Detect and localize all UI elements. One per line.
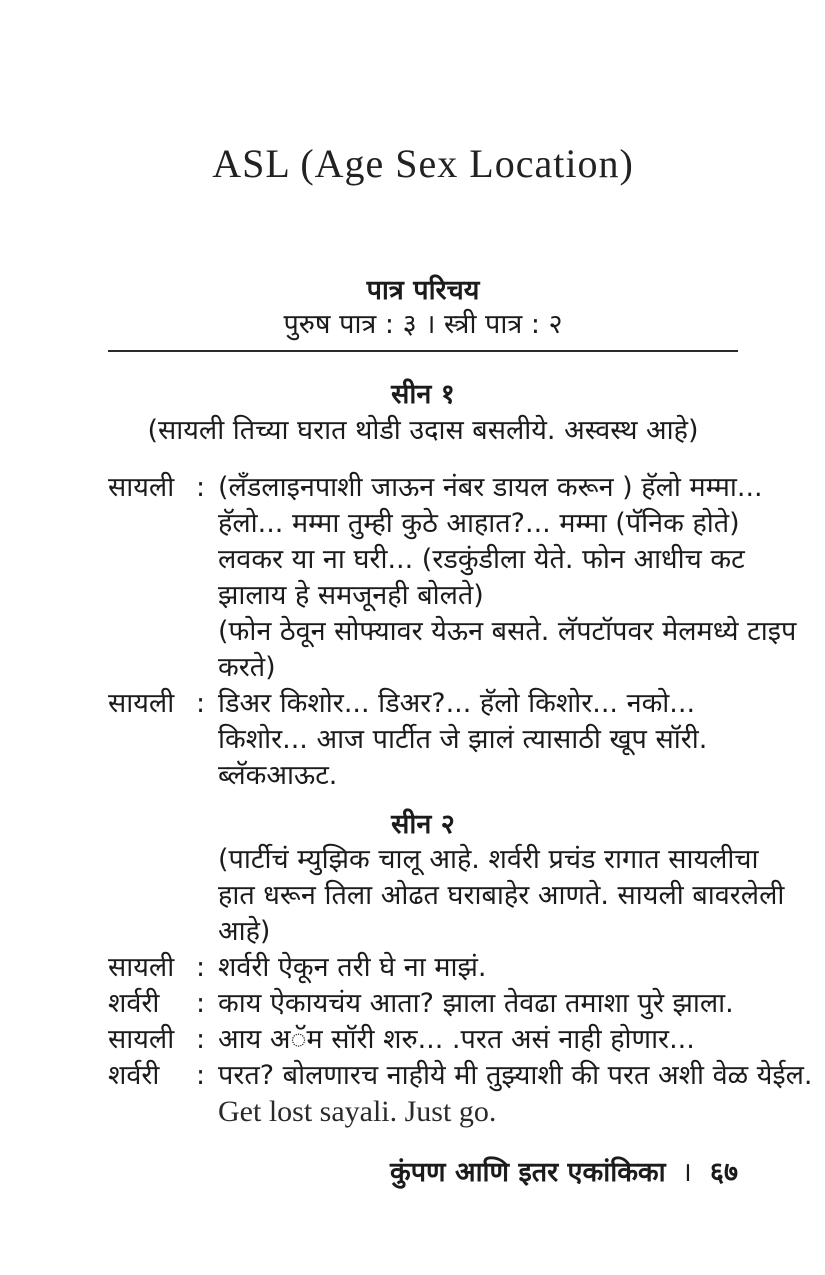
dialogue-line: हॅलो... मम्मा तुम्ही कुठे आहात?... मम्मा (पॅनिक होते) <box>218 508 740 539</box>
dialogue-line: ब्लॅकआऊट. <box>218 760 338 791</box>
dialogue-row <box>108 1022 738 1058</box>
dialogue-line: (लँडलाइनपाशी जाऊन नंबर डायल करून ) हॅलो मम्मा... <box>218 472 763 503</box>
dialogue-lines <box>218 950 738 986</box>
stage-direction-line: हात धरून तिला ओढत घराबाहेर आणते. सायली बावरलेली <box>218 880 785 911</box>
dialogue-row <box>108 950 738 986</box>
speaker-colon: : <box>196 472 206 503</box>
dialogue-line: किशोर... आज पार्टीत जे झालं त्यासाठी खूप सॉरी. <box>218 724 708 755</box>
speaker-colon: : <box>196 1024 206 1055</box>
play-title: ASL (Age Sex Location) <box>212 141 634 186</box>
dialogue-lines <box>218 470 796 686</box>
dialogue-line: परत? बोलणारच नाहीये मी तुझ्याशी की परत अशी वेळ येईल. <box>218 1060 813 1091</box>
dialogue-line: आय अॅम सॉरी शरु... .परत असं नाही होणार... <box>218 1024 695 1055</box>
scene-2-dialogues <box>108 950 813 1130</box>
stage-direction-line: (पार्टीचं म्युझिक चालू आहे. शर्वरी प्रचंड रागात सायलीचा <box>218 844 759 875</box>
dialogue-line: (फोन ठेवून सोफ्यावर येऊन बसते. लॅपटॉपवर मेलमध्ये टाइप <box>218 616 797 647</box>
scene-1-dialogues <box>108 470 797 794</box>
speaker-name: सायली <box>108 1024 175 1055</box>
page-content <box>0 140 825 1190</box>
dialogue-lines <box>218 1058 813 1130</box>
dialogue-line-english: Get lost sayali. Just go. <box>218 1095 497 1128</box>
speaker-colon: : <box>196 688 206 719</box>
dialogue-line: करते) <box>218 652 276 683</box>
cast-intro-heading: पात्र परिचय <box>366 275 480 306</box>
dialogue-lines <box>218 986 738 1022</box>
dialogue-lines <box>218 1022 738 1058</box>
dialogue-line: झालाय हे समजूनही बोलते) <box>218 580 484 611</box>
dialogue-row <box>108 470 797 686</box>
scene-1-stage-direction: (सायली तिच्या घरात थोडी उदास बसलीये. अस्वस्थ आहे) <box>147 415 699 446</box>
dialogue-line: काय ऐकायचंय आता? झाला तेवढा तमाशा पुरे झाला. <box>218 988 734 1019</box>
speaker-name: सायली <box>108 688 175 719</box>
footer-book-title: कुंपण आणि इतर एकांकिका <box>389 1157 666 1188</box>
speaker-colon: : <box>196 1060 206 1091</box>
dialogue-row <box>108 1058 813 1130</box>
dialogue-line: शर्वरी ऐकून तरी घे ना माझं. <box>218 952 487 983</box>
dialogue-lines <box>218 686 738 794</box>
footer-separator: । <box>681 1157 692 1188</box>
speaker-name: सायली <box>108 952 175 983</box>
stage-direction-line: आहे) <box>218 916 271 947</box>
speaker-name: शर्वरी <box>108 988 160 1019</box>
dialogue-row <box>108 686 738 794</box>
section-divider <box>108 350 738 352</box>
page-footer <box>108 1156 738 1190</box>
scene-2-stage-direction <box>108 842 785 950</box>
scene-1-heading: सीन १ <box>391 379 455 410</box>
scene-2-heading: सीन २ <box>391 809 455 840</box>
dialogue-line: डिअर किशोर... डिअर?... हॅलो किशोर... नको... <box>218 688 696 719</box>
speaker-colon: : <box>196 988 206 1019</box>
cast-count-line: पुरुष पात्र : ३ । स्त्री पात्र : २ <box>283 309 563 340</box>
speaker-name: शर्वरी <box>108 1060 160 1091</box>
speaker-colon: : <box>196 952 206 983</box>
speaker-name: सायली <box>108 472 175 503</box>
dialogue-line: लवकर या ना घरी... (रडकुंडीला येते. फोन आधीच कट <box>218 544 745 575</box>
footer-page-number: ६७ <box>709 1157 738 1188</box>
dialogue-row <box>108 986 738 1022</box>
